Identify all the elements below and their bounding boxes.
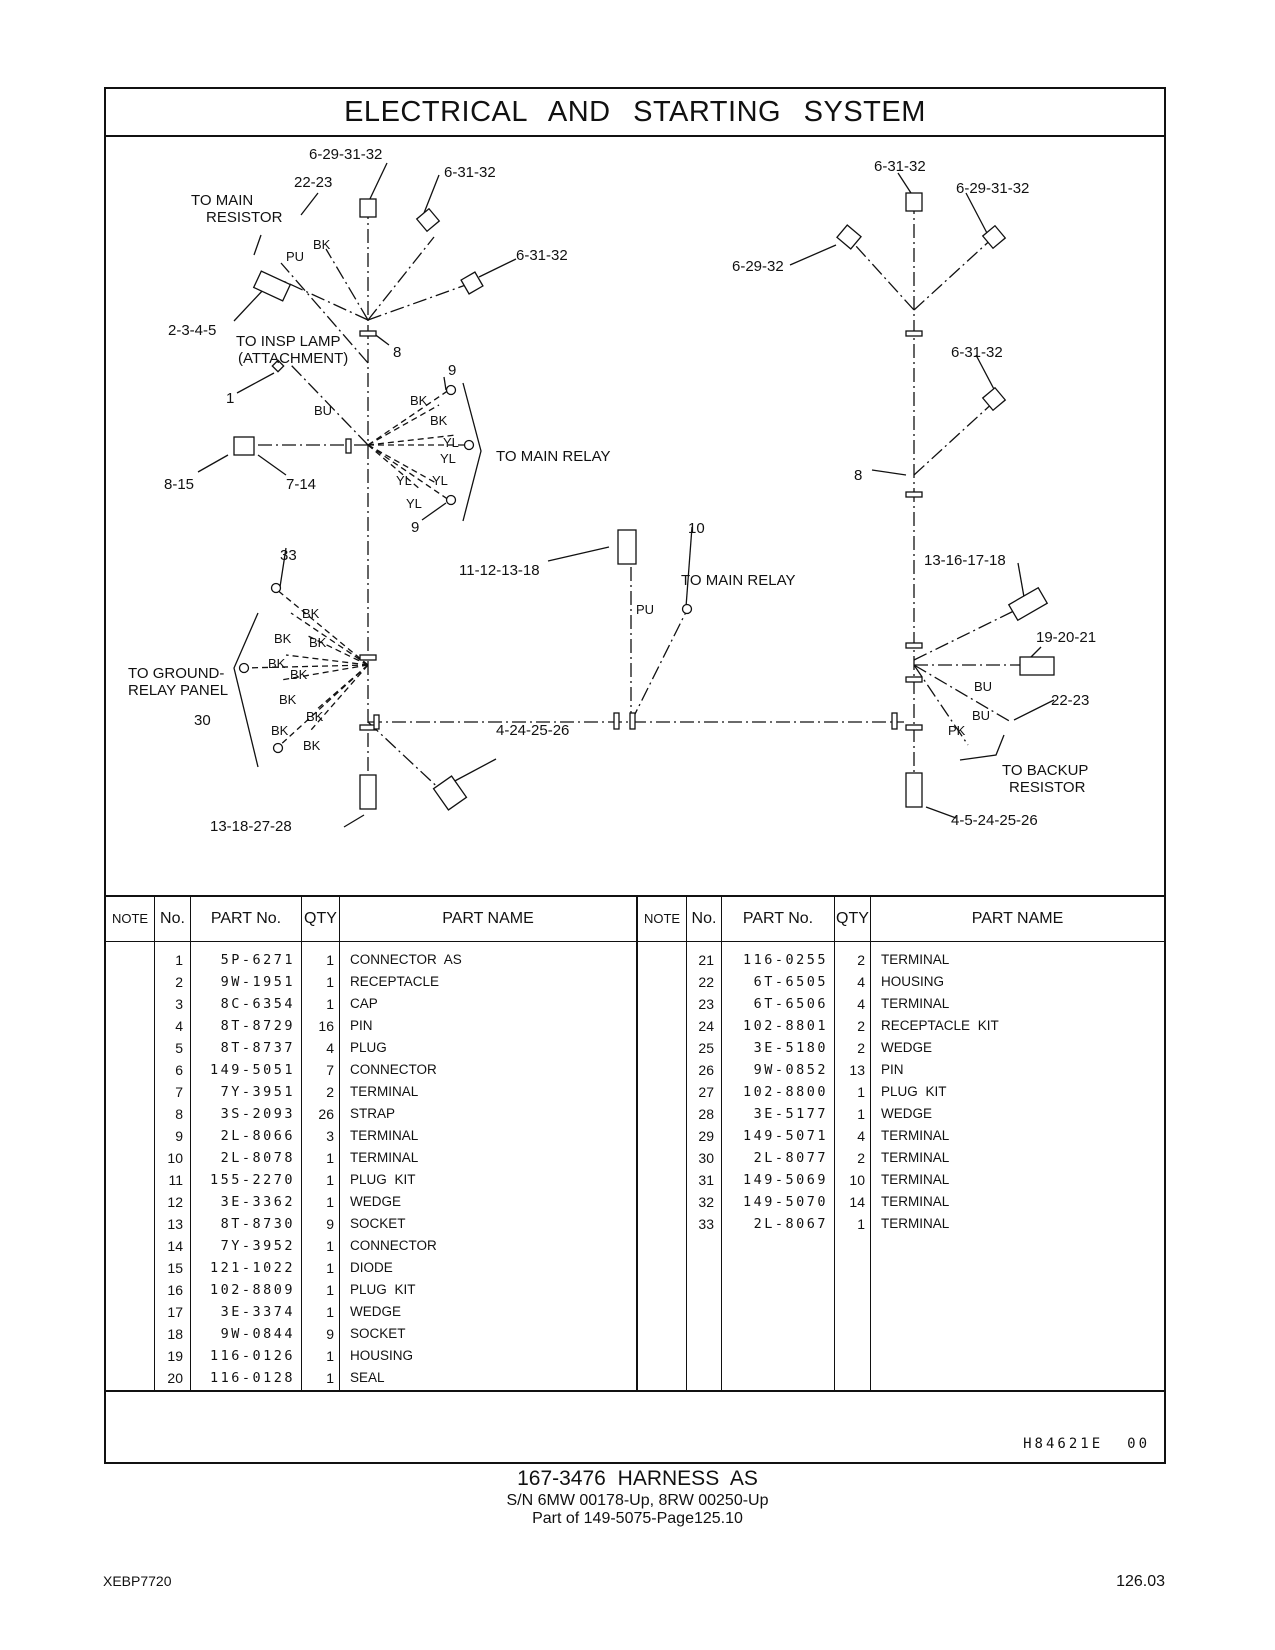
item-number: 5 — [175, 1040, 183, 1056]
wire-label: BK — [430, 413, 448, 428]
part-number: 155-2270 — [209, 1172, 295, 1188]
quantity: 9 — [326, 1326, 334, 1342]
header-note: NOTE — [638, 897, 686, 942]
quantity: 1 — [857, 1216, 865, 1232]
callout: 8 — [854, 467, 863, 484]
item-number: 1 — [175, 952, 183, 968]
quantity: 1 — [326, 1238, 334, 1254]
part-name: TERMINAL — [881, 1150, 950, 1165]
callout: 4-24-25-26 — [496, 722, 570, 739]
header-part-no: PART No. — [722, 897, 834, 942]
quantity: 4 — [857, 974, 865, 990]
part-name: WEDGE — [350, 1194, 402, 1209]
callout: 19-20-21 — [1036, 629, 1097, 646]
part-name: TERMINAL — [350, 1084, 419, 1099]
harness-diagram — [106, 135, 1164, 895]
item-number: 28 — [698, 1106, 714, 1122]
callout: 6-31-32 — [516, 247, 568, 264]
part-number: 149-5069 — [742, 1172, 828, 1188]
item-number: 26 — [698, 1062, 714, 1078]
callout-note: TO MAIN — [191, 192, 254, 209]
part-name: TERMINAL — [881, 952, 950, 967]
page-number: 126.03 — [1116, 1573, 1165, 1590]
part-name: PLUG KIT — [350, 1172, 416, 1187]
part-name: RECEPTACLE — [350, 974, 440, 989]
callout: 4-5-24-25-26 — [951, 812, 1038, 829]
item-number: 13 — [167, 1216, 183, 1232]
item-number: 25 — [698, 1040, 714, 1056]
part-number: 149-5071 — [742, 1128, 828, 1144]
part-name: TERMINAL — [881, 996, 950, 1011]
callout: 6-31-32 — [874, 158, 926, 175]
illustration-code — [1023, 1436, 1150, 1452]
quantity: 2 — [857, 1018, 865, 1034]
serial-range: S/N 6MW 00178-Up, 8RW 00250-Up — [506, 1492, 769, 1509]
item-number: 27 — [698, 1084, 714, 1100]
part-name: HOUSING — [350, 1348, 414, 1363]
wire-label: YL — [432, 473, 448, 488]
part-name-column — [340, 949, 636, 1389]
part-number: 7Y-3951 — [220, 1084, 295, 1100]
header-no: No. — [687, 897, 721, 942]
callout: 6-31-32 — [444, 164, 496, 181]
part-number: 3E-5180 — [753, 1040, 828, 1056]
quantity: 1 — [326, 974, 334, 990]
no-column — [155, 949, 190, 1389]
part-name: PIN — [881, 1062, 904, 1077]
part-number: 116-0255 — [742, 952, 828, 968]
header-no: No. — [155, 897, 190, 942]
callout: 6-29-31-32 — [956, 180, 1030, 197]
callout-note: RELAY PANEL — [128, 682, 229, 699]
part-number: 7Y-3952 — [220, 1238, 295, 1254]
quantity: 2 — [857, 1040, 865, 1056]
wire-label: BK — [274, 631, 292, 646]
part-name-column — [871, 949, 1164, 1235]
quantity: 4 — [857, 996, 865, 1012]
part-number: 9W-1951 — [220, 974, 295, 990]
quantity: 1 — [326, 1150, 334, 1166]
wire-label: YL — [440, 451, 456, 466]
part-number: 149-5051 — [209, 1062, 295, 1078]
quantity: 9 — [326, 1216, 334, 1232]
parts-table-left — [106, 897, 638, 1390]
item-number: 10 — [167, 1150, 183, 1166]
quantity: 1 — [326, 952, 334, 968]
quantity: 14 — [849, 1194, 865, 1210]
item-number: 22 — [698, 974, 714, 990]
item-number: 11 — [168, 1172, 183, 1188]
item-number: 17 — [167, 1304, 183, 1320]
part-name: TERMINAL — [881, 1128, 950, 1143]
quantity: 1 — [326, 996, 334, 1012]
callout-note: RESISTOR — [206, 209, 283, 226]
quantity: 1 — [326, 1304, 334, 1320]
callout: 22-23 — [294, 174, 333, 191]
part-name: CAP — [350, 996, 378, 1011]
quantity: 1 — [326, 1370, 334, 1386]
wire-label: BK — [309, 635, 327, 650]
item-number: 15 — [167, 1260, 183, 1276]
wire-label: PK — [948, 723, 966, 738]
part-number: 3E-5177 — [753, 1106, 828, 1122]
item-number: 18 — [167, 1326, 183, 1342]
part-name: TERMINAL — [881, 1172, 950, 1187]
callout: 9 — [448, 362, 457, 379]
quantity: 3 — [326, 1128, 334, 1144]
part-number: 149-5070 — [742, 1194, 828, 1210]
quantity: 1 — [857, 1106, 865, 1122]
quantity: 26 — [318, 1106, 334, 1122]
wire-label: BU — [314, 403, 333, 418]
part-no-column — [191, 949, 301, 1389]
part-number: 3E-3374 — [220, 1304, 295, 1320]
part-number: 116-0126 — [209, 1348, 295, 1364]
part-number: 102-8809 — [209, 1282, 295, 1298]
part-number: 6T-6505 — [753, 974, 828, 990]
wire-label: PU — [286, 249, 305, 264]
part-number: 8T-8730 — [220, 1216, 295, 1232]
part-name: PLUG KIT — [881, 1084, 947, 1099]
bracket-backup — [960, 735, 1004, 760]
quantity: 7 — [326, 1062, 334, 1078]
callout: 33 — [280, 547, 297, 564]
item-number: 31 — [698, 1172, 714, 1188]
connectors — [234, 193, 1054, 810]
part-number: 5P-6271 — [220, 952, 295, 968]
item-number: 29 — [698, 1128, 714, 1144]
wire-label: BK — [303, 738, 321, 753]
part-name: TERMINAL — [350, 1128, 419, 1143]
wire-label: BU — [972, 708, 991, 723]
quantity: 1 — [326, 1260, 334, 1276]
callout-note: TO GROUND- — [128, 665, 225, 682]
wire-label: BK — [313, 237, 331, 252]
item-number: 8 — [175, 1106, 183, 1122]
header-qty: QTY — [302, 897, 339, 942]
part-name: PLUG KIT — [350, 1282, 416, 1297]
bracket-main-relay — [463, 383, 481, 521]
wire-label: YL — [396, 473, 412, 488]
header-part-name: PART NAME — [871, 897, 1164, 942]
part-name: WEDGE — [881, 1106, 933, 1121]
quantity: 1 — [326, 1348, 334, 1364]
callout-note: RESISTOR — [1009, 779, 1086, 796]
page-title: ELECTRICAL AND STARTING SYSTEM — [106, 89, 1164, 137]
part-number: 8T-8737 — [220, 1040, 295, 1056]
part-number: 6T-6506 — [753, 996, 828, 1012]
qty-column — [302, 949, 339, 1389]
item-number: 21 — [698, 952, 714, 968]
quantity: 1 — [326, 1282, 334, 1298]
callout: 22-23 — [1051, 692, 1090, 709]
wire-label: BK — [279, 692, 297, 707]
wire-label: BK — [410, 393, 428, 408]
parts-table-right — [638, 897, 1164, 1390]
part-number: 102-8800 — [742, 1084, 828, 1100]
leader-lines — [198, 163, 1054, 827]
bracket-ground-panel — [234, 613, 258, 767]
part-number: 3E-3362 — [220, 1194, 295, 1210]
item-number: 12 — [167, 1194, 183, 1210]
item-number: 23 — [698, 996, 714, 1012]
header-part-name: PART NAME — [340, 897, 636, 942]
header-note: NOTE — [106, 897, 154, 942]
part-number: 116-0128 — [209, 1370, 295, 1386]
callout: 6-29-32 — [732, 258, 784, 275]
wire-label: BK — [290, 667, 308, 682]
callout: 6-29-31-32 — [309, 146, 383, 163]
item-number: 20 — [167, 1370, 183, 1386]
item-number: 14 — [167, 1238, 183, 1254]
part-number: 8T-8729 — [220, 1018, 295, 1034]
part-name: RECEPTACLE KIT — [881, 1018, 999, 1033]
part-number: 9W-0844 — [220, 1326, 295, 1342]
wire-label: BK — [302, 606, 320, 621]
callout: 1 — [226, 390, 235, 407]
callout: 13-18-27-28 — [210, 818, 292, 835]
callout: 9 — [411, 519, 420, 536]
quantity: 1 — [326, 1172, 334, 1188]
item-number: 16 — [167, 1282, 183, 1298]
part-name: CONNECTOR — [350, 1062, 437, 1077]
part-name: STRAP — [350, 1106, 396, 1121]
part-number: 121-1022 — [209, 1260, 295, 1276]
part-number: 2L-8066 — [220, 1128, 295, 1144]
callout-note: TO MAIN RELAY — [496, 448, 611, 465]
part-number: 2L-8077 — [753, 1150, 828, 1166]
item-number: 24 — [698, 1018, 714, 1034]
quantity: 2 — [857, 1150, 865, 1166]
part-name: TERMINAL — [350, 1150, 419, 1165]
part-name: TERMINAL — [881, 1194, 950, 1209]
parts-table — [106, 895, 1164, 1392]
callout: 8 — [393, 344, 402, 361]
wire-label: YL — [406, 496, 422, 511]
callout-note: (ATTACHMENT) — [238, 350, 349, 367]
publication-number: XEBP7720 — [103, 1573, 172, 1589]
quantity: 2 — [857, 952, 865, 968]
callout: 30 — [194, 712, 211, 729]
illustration-revision: 00 — [1127, 1436, 1150, 1452]
part-name: WEDGE — [881, 1040, 933, 1055]
wire-label: BK — [306, 709, 324, 724]
wire-label: YL — [443, 435, 459, 450]
callout-note: TO INSP LAMP — [236, 333, 341, 350]
part-number: 2L-8067 — [753, 1216, 828, 1232]
wire-label: PU — [636, 602, 655, 617]
part-name: TERMINAL — [881, 1216, 950, 1231]
quantity: 16 — [318, 1018, 334, 1034]
qty-column — [835, 949, 870, 1235]
part-name: CONNECTOR — [350, 1238, 437, 1253]
part-name: PIN — [350, 1018, 373, 1033]
part-name: HOUSING — [881, 974, 945, 989]
quantity: 1 — [326, 1194, 334, 1210]
no-column — [687, 949, 721, 1235]
item-number: 7 — [175, 1084, 183, 1100]
assembly-title: 167-3476 HARNESS AS — [517, 1467, 758, 1490]
quantity: 4 — [857, 1128, 865, 1144]
part-name: DIODE — [350, 1260, 393, 1275]
callout-note: TO BACKUP — [1002, 762, 1089, 779]
callout: 7-14 — [286, 476, 317, 493]
quantity: 13 — [849, 1062, 865, 1078]
part-number: 8C-6354 — [220, 996, 295, 1012]
part-name: WEDGE — [350, 1304, 402, 1319]
callout: 10 — [688, 520, 705, 537]
callout: 13-16-17-18 — [924, 552, 1006, 569]
item-number: 3 — [175, 996, 183, 1012]
quantity: 1 — [857, 1084, 865, 1100]
header-qty: QTY — [835, 897, 870, 942]
item-number: 33 — [698, 1216, 714, 1232]
item-number: 32 — [698, 1194, 714, 1210]
item-number: 19 — [167, 1348, 183, 1364]
part-name: SOCKET — [350, 1326, 406, 1341]
wire-fans — [244, 390, 466, 747]
part-name: CONNECTOR AS — [350, 952, 462, 967]
item-number: 6 — [175, 1062, 183, 1078]
part-name: PLUG — [350, 1040, 387, 1055]
quantity: 2 — [326, 1084, 334, 1100]
part-number: 3S-2093 — [220, 1106, 295, 1122]
part-name: SEAL — [350, 1370, 385, 1385]
item-number: 4 — [175, 1018, 183, 1034]
parent-reference: Part of 149-5075-Page125.10 — [532, 1510, 743, 1527]
illustration-number: H84621E — [1023, 1436, 1104, 1452]
part-number: 2L-8078 — [220, 1150, 295, 1166]
part-number: 102-8801 — [742, 1018, 828, 1034]
wire-label: BK — [271, 723, 289, 738]
page-frame — [104, 87, 1166, 1464]
wire-label: BU — [974, 679, 993, 694]
part-name: SOCKET — [350, 1216, 406, 1231]
header-part-no: PART No. — [191, 897, 301, 942]
item-number: 30 — [698, 1150, 714, 1166]
callout-note: TO MAIN RELAY — [681, 572, 796, 589]
callout: 2-3-4-5 — [168, 322, 217, 339]
wire-label: BK — [268, 656, 286, 671]
callout: 6-31-32 — [951, 344, 1003, 361]
item-number: 9 — [175, 1128, 183, 1144]
quantity: 10 — [849, 1172, 865, 1188]
callout: 8-15 — [164, 476, 195, 493]
part-number: 9W-0852 — [753, 1062, 828, 1078]
quantity: 4 — [326, 1040, 334, 1056]
part-no-column — [722, 949, 834, 1235]
item-number: 2 — [175, 974, 183, 990]
callout: 11-12-13-18 — [459, 562, 540, 579]
